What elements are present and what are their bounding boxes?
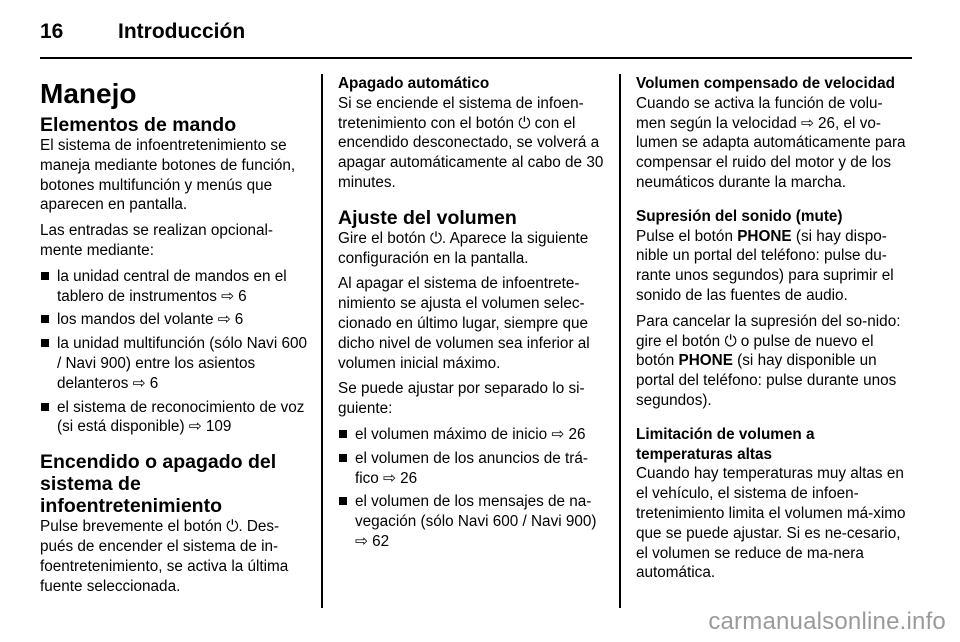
heading-supresion-sonido: Supresión del sonido (mute) (636, 207, 843, 225)
bullet-icon (41, 339, 49, 347)
column-divider (321, 74, 323, 608)
watermark: carmanualsonline.info (708, 608, 946, 635)
section-title: Manejo (40, 78, 137, 109)
list-item: la unidad multifunción (sólo Navi 600 / Navi 900) entre los asientos delanteros ⇨ 6 (40, 334, 312, 393)
bullet-icon (339, 430, 347, 438)
paragraph: Pulse el botón PHONE (si hay dispo-nible un portal del teléfono: pulse du-rante unos segundos) para suprimir el sonido de las fuentes de audio. (636, 227, 894, 304)
list-item: el sistema de reconocimiento de voz (si está disponible) ⇨ 109 (40, 398, 312, 438)
heading-apagado-automatico: Apagado automático (338, 75, 490, 92)
phone-button-label: PHONE (678, 352, 733, 370)
list-item: el volumen máximo de inicio ⇨ 26 (338, 425, 608, 445)
paragraph: Gire el botón ⏻. Aparece la siguiente configuración en la pantalla. (338, 229, 589, 267)
bullet-icon (339, 454, 347, 462)
list-item: el volumen de los anuncios de trá-fico ⇨ 26 (338, 449, 608, 489)
column-3 (636, 74, 912, 589)
heading-encendido-apagado: Encendido o apagado del sistema de infoentretenimiento (40, 451, 277, 518)
paragraph: Las entradas se realizan opcional-mente mediante: (40, 222, 273, 259)
heading-limitacion-volumen: Limitación de volumen a temperaturas altas (636, 425, 815, 463)
header-rule (40, 57, 912, 59)
paragraph: Se puede ajustar por separado lo si-guiente: (338, 380, 585, 418)
paragraph: Cuando se activa la función de volu-men según la velocidad ⇨ 26, el vo-lumen se adapta automáticamente para compensar el ruido del motor y de los neumáticos durante la marcha. (636, 94, 906, 191)
paragraph: Cuando hay temperaturas muy altas en el vehículo, el sistema de infoen-tretenimiento limita el volumen má-ximo que se puede ajustar. Si es ne-cesario, el volumen se reduce de ma-nera automática. (636, 465, 906, 582)
list-item: el volumen de los mensajes de na-vegación (sólo Navi 600 / Navi 900) ⇨ 62 (338, 492, 608, 551)
paragraph: El sistema de infoentretenimiento se maneja mediante botones de función, botones multifunción y menús que aparecen en pantalla. (40, 137, 296, 214)
column-2 (338, 74, 608, 558)
bullet-icon (41, 403, 49, 411)
list-item: los mandos del volante ⇨ 6 (40, 310, 312, 330)
column-1 (40, 74, 312, 602)
column-divider (619, 74, 621, 608)
heading-ajuste-del-volumen: Ajuste del volumen (338, 206, 517, 229)
bullet-list (40, 267, 312, 437)
list-item: la unidad central de mandos en el tablero de instrumentos ⇨ 6 (40, 267, 312, 307)
page-header (0, 0, 960, 58)
page-number: 16 (40, 20, 64, 43)
paragraph: Al apagar el sistema de infoentrete-nimiento se ajusta el volumen selec-cionado en último lugar, siempre que dicho nivel de volumen sea inferior al volumen inicial máximo. (338, 275, 590, 372)
bullet-icon (339, 497, 347, 505)
bullet-icon (41, 315, 49, 323)
paragraph: Pulse brevemente el botón ⏻. Des-pués de encender el sistema de in-foentretenimiento, se activa la última fuente seleccionada. (40, 518, 289, 595)
phone-button-label: PHONE (737, 227, 792, 245)
paragraph: Si se enciende el sistema de infoen-tretenimiento con el botón ⏻ con el encendido desconectado, se volverá a apagar automáticamente al cabo de 30 minutes. (338, 94, 604, 191)
chapter-title: Introducción (118, 20, 246, 43)
heading-volumen-compensado: Volumen compensado de velocidad (636, 75, 895, 92)
paragraph: Para cancelar la supresión del so-nido: gire el botón ⏻ o pulse de nuevo el botón PHONE (si hay disponible un portal del teléfono: pulse durante unos segundos). (636, 312, 901, 409)
heading-elementos-de-mando: Elementos de mando (40, 114, 237, 136)
bullet-icon (41, 272, 49, 280)
bullet-list (338, 425, 608, 552)
